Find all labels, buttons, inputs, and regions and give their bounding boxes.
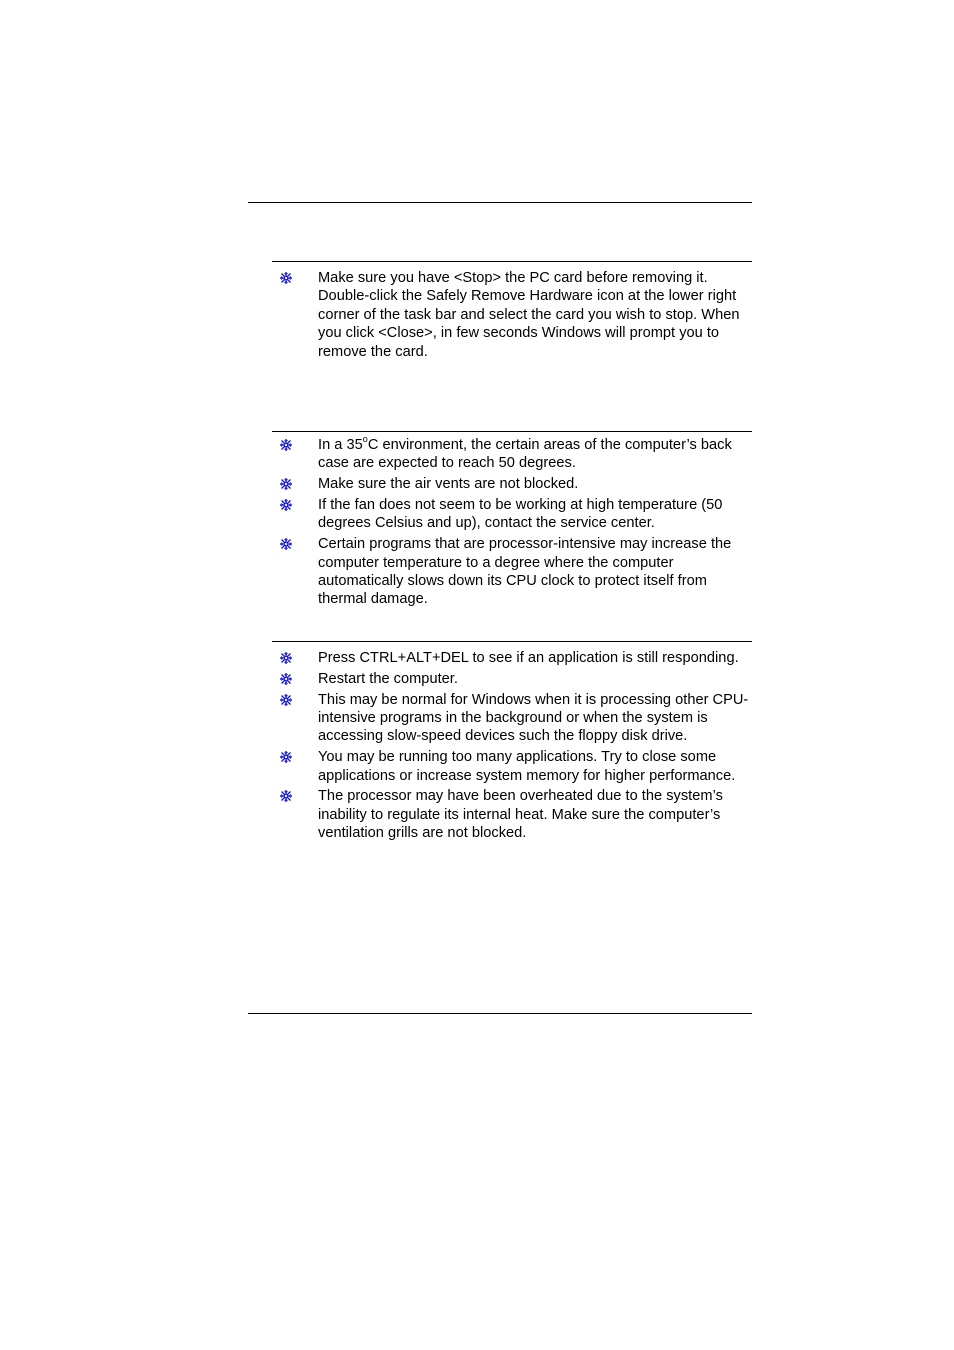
list-item-text: Certain programs that are processor-intensive may increase the computer temperature to a degree where the computer automatically slows down its CPU clock to protect itself from thermal damage. [318,536,732,608]
list-item-text: In a 35$^o$C environment, the certain areas of the computer’s back case are expected to reach 50 degrees. [318,434,732,472]
list-item-text: You may be running too many applications. Try to close some applications or increase system memory for higher performance. [318,749,736,784]
snowflake-bullet-icon [279,789,293,803]
list-item [272,269,752,361]
bullet-list [272,432,752,609]
list-item [272,670,752,688]
snowflake-bullet-icon [279,438,293,452]
footer-rule [248,1013,752,1014]
snowflake-bullet-icon [279,693,293,707]
list-item-text: This may be normal for Windows when it is processing other CPU-intensive programs in the background or when the system is accessing slow-speed devices such the floppy disk drive. [318,691,749,745]
list-item [272,436,752,473]
header-rule [248,202,752,203]
list-item [272,748,752,785]
snowflake-bullet-icon [279,537,293,551]
section-temperature [272,431,752,611]
list-item-text: Press CTRL+ALT+DEL to see if an application is still responding. [318,650,739,666]
bullet-list [272,642,752,843]
section-pc-card [272,261,752,363]
snowflake-bullet-icon [279,672,293,686]
section-performance [272,641,752,845]
list-item [272,649,752,667]
bullet-list [272,262,752,361]
list-item [272,475,752,493]
list-item-text: If the fan does not seem to be working at high temperature (50 degrees Celsius and up), contact the service center. [318,497,723,532]
list-item [272,691,752,746]
list-item [272,787,752,842]
snowflake-bullet-icon [279,750,293,764]
list-item [272,535,752,609]
list-item-text: The processor may have been overheated due to the system’s inability to regulate its internal heat. Make sure the computer’s ventilation grills are not blocked. [318,788,723,842]
snowflake-bullet-icon [279,477,293,491]
list-item [272,496,752,533]
snowflake-bullet-icon [279,498,293,512]
list-item-text: Restart the computer. [318,670,458,687]
list-item-text: Make sure the air vents are not blocked. [318,476,579,493]
list-item-text: Make sure you have <Stop> the PC card before removing it. Double-click the Safely Remove Hardware icon at the lower right corner of the task bar and select the card you wish to stop. When you click <Close>, in few seconds Windows will prompt you to remove the card. [318,270,740,360]
snowflake-bullet-icon [279,271,293,285]
snowflake-bullet-icon [279,651,293,665]
